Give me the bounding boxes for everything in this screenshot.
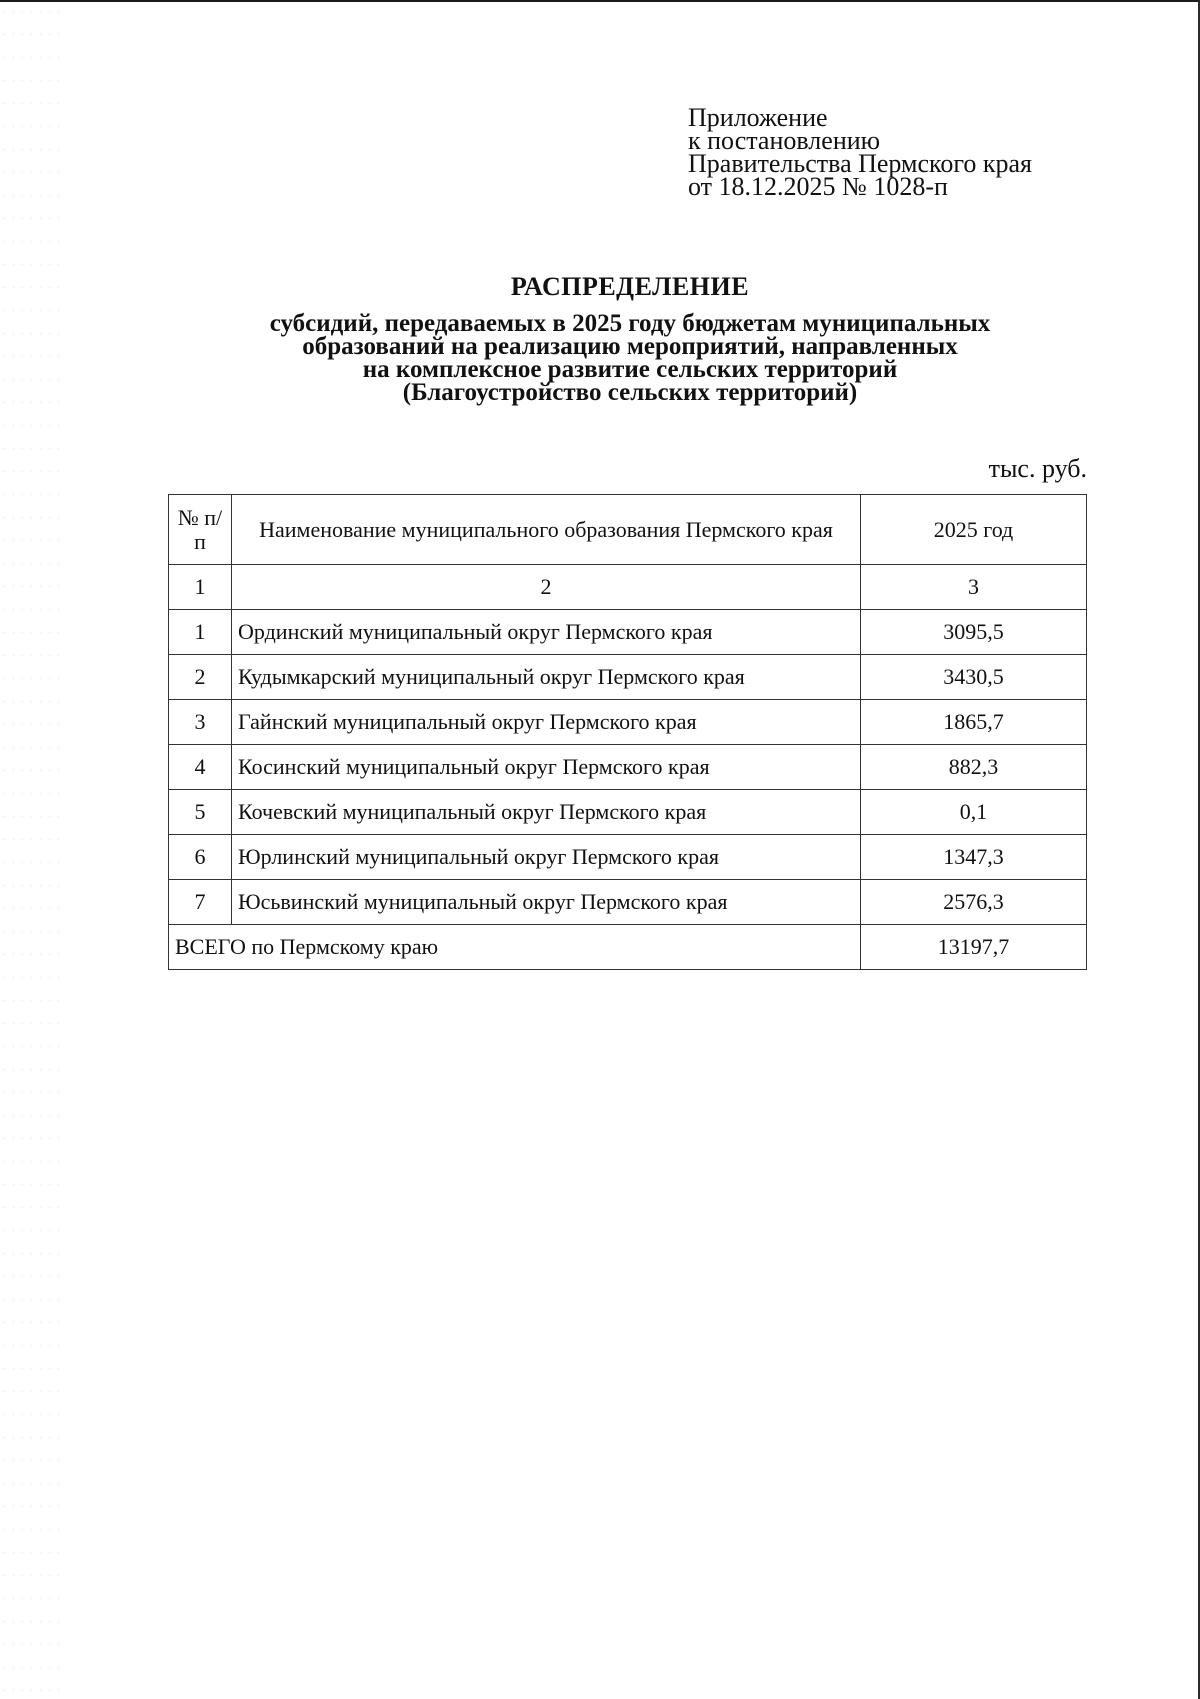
row-value: 1347,3	[861, 835, 1087, 880]
row-value: 2576,3	[861, 880, 1087, 925]
column-number-row	[169, 565, 1087, 610]
row-num: 2	[169, 655, 232, 700]
row-num: 7	[169, 880, 232, 925]
row-name: Кудымкарский муниципальный округ Пермского края	[232, 655, 861, 700]
row-num: 4	[169, 745, 232, 790]
subtitle-line: образований на реализацию мероприятий, направленных	[302, 333, 958, 360]
row-name: Кочевский муниципальный округ Пермского края	[232, 790, 861, 835]
total-row	[169, 925, 1087, 970]
subtitle-line: субсидий, передаваемых в 2025 году бюджетам муниципальных	[269, 310, 991, 337]
title-subtitle	[160, 312, 1100, 404]
title-main: РАСПРЕДЕЛЕНИЕ	[510, 272, 750, 301]
document-title	[160, 272, 1100, 404]
appendix-line: Приложение	[688, 103, 828, 132]
table-header-row	[169, 495, 1087, 565]
header-num: № п/п	[169, 495, 232, 565]
table-row	[169, 835, 1087, 880]
table-row	[169, 880, 1087, 925]
scan-speckle	[0, 0, 60, 1699]
units-label: тыс. руб.	[988, 454, 1087, 483]
row-name: Юсьвинский муниципальный округ Пермского края	[232, 880, 861, 925]
scan-edge-top	[0, 0, 1200, 2]
total-label: ВСЕГО по Пермскому краю	[169, 925, 861, 970]
table-row	[169, 655, 1087, 700]
column-number: 1	[169, 565, 232, 610]
table-row	[169, 610, 1087, 655]
row-name: Косинский муниципальный округ Пермского края	[232, 745, 861, 790]
row-value: 3095,5	[861, 610, 1087, 655]
row-num: 5	[169, 790, 232, 835]
appendix-line: от 18.12.2025 № 1028-п	[688, 172, 948, 201]
subtitle-line: (Благоустройство сельских территорий)	[402, 379, 858, 406]
row-value: 3430,5	[861, 655, 1087, 700]
appendix-note	[688, 103, 1032, 201]
column-number: 3	[861, 565, 1087, 610]
row-value: 882,3	[861, 745, 1087, 790]
row-name: Гайнский муниципальный округ Пермского края	[232, 700, 861, 745]
header-year: 2025 год	[861, 495, 1087, 565]
row-num: 3	[169, 700, 232, 745]
distribution-table	[168, 494, 1087, 970]
subtitle-line: на комплексное развитие сельских территорий	[362, 356, 898, 383]
row-value: 0,1	[861, 790, 1087, 835]
row-name: Юрлинский муниципальный округ Пермского края	[232, 835, 861, 880]
table-row	[169, 700, 1087, 745]
row-num: 6	[169, 835, 232, 880]
column-number: 2	[232, 565, 861, 610]
table-row	[169, 790, 1087, 835]
row-name: Ординский муниципальный округ Пермского края	[232, 610, 861, 655]
row-value: 1865,7	[861, 700, 1087, 745]
table-row	[169, 745, 1087, 790]
row-num: 1	[169, 610, 232, 655]
appendix-line: Правительства Пермского края	[688, 149, 1032, 178]
appendix-line: к постановлению	[688, 126, 881, 155]
total-value: 13197,7	[861, 925, 1087, 970]
header-name: Наименование муниципального образования Пермского края	[232, 495, 861, 565]
